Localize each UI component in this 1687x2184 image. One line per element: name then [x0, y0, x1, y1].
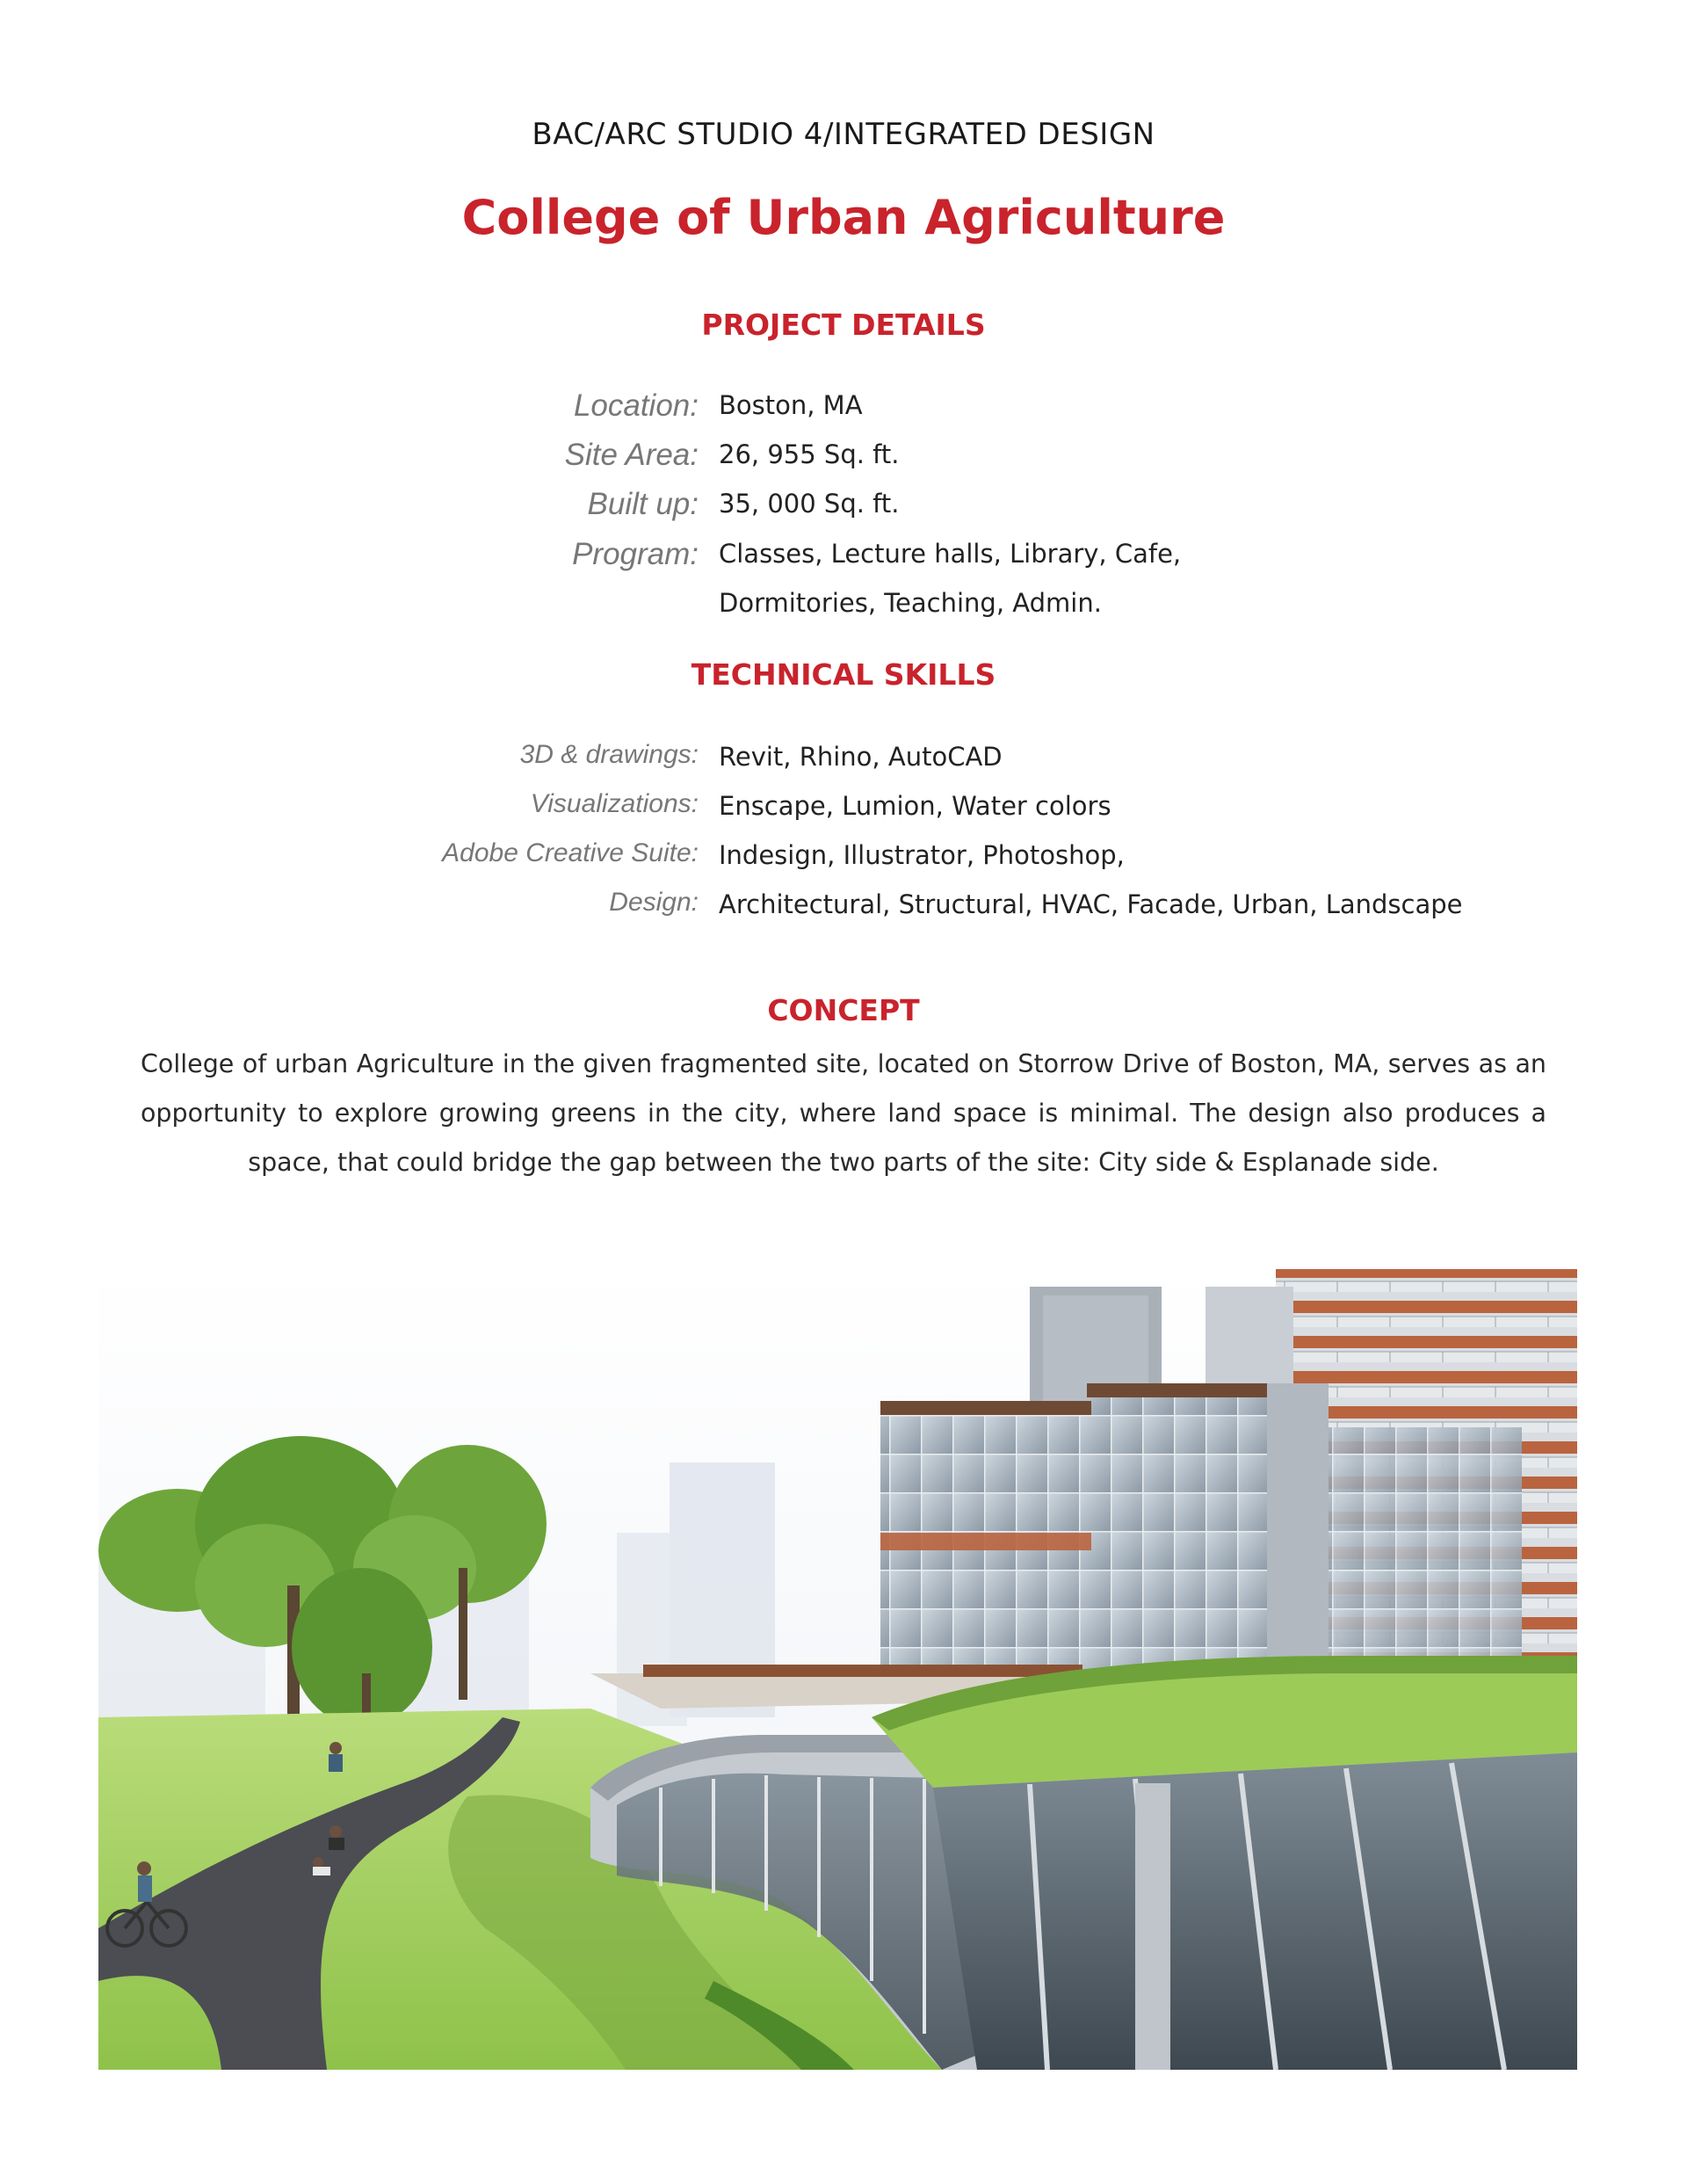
skill-value: Architectural, Structural, HVAC, Facade, Urban, Landscape	[719, 889, 1463, 919]
detail-label: Location:	[573, 388, 699, 423]
skill-label: Adobe Creative Suite:	[442, 838, 699, 867]
skill-label: 3D & drawings:	[519, 740, 699, 769]
skill-value: Revit, Rhino, AutoCAD	[719, 742, 1003, 772]
detail-value: Classes, Lecture halls, Library, Cafe,	[719, 539, 1182, 569]
skill-label: Visualizations:	[530, 789, 699, 818]
concept-heading: CONCEPT	[767, 993, 920, 1027]
detail-value: Boston, MA	[719, 390, 863, 420]
detail-row-built-up	[0, 487, 1687, 531]
concept-paragraph: College of urban Agriculture in the given fragmented site, located on Storrow Drive of Boston, MA, serves as an opportunity to explore growing greens in the city, where land space is minimal. The design also produces a space, that could bridge the gap between the two parts of the site: City side & Esplanade side.	[141, 1049, 1546, 1177]
skill-value: Indesign, Illustrator, Photoshop,	[719, 840, 1125, 870]
detail-label: Program:	[572, 537, 699, 571]
detail-row-site-area	[0, 438, 1687, 482]
detail-value: 35, 000 Sq. ft.	[719, 489, 900, 519]
architectural-render	[98, 1260, 1577, 2070]
detail-value: Dormitories, Teaching, Admin.	[719, 588, 1102, 618]
detail-label: Built up:	[587, 487, 699, 521]
skill-value: Enscape, Lumion, Water colors	[719, 791, 1111, 821]
page-title: College of Urban Agriculture	[461, 190, 1226, 245]
studio-subtitle: BAC/ARC STUDIO 4/INTEGRATED DESIGN	[532, 117, 1155, 152]
skill-row-visualizations	[0, 789, 1687, 833]
skill-row-design	[0, 888, 1687, 932]
skill-label: Design:	[609, 888, 699, 917]
skill-row-adobe	[0, 838, 1687, 882]
skill-row-3d	[0, 740, 1687, 784]
detail-row-location	[0, 388, 1687, 432]
detail-row-program	[0, 537, 1687, 581]
detail-row-program-cont	[0, 586, 1687, 630]
project-details-heading: PROJECT DETAILS	[701, 308, 986, 342]
technical-skills-heading: TECHNICAL SKILLS	[691, 657, 996, 692]
detail-label: Site Area:	[564, 438, 699, 472]
detail-value: 26, 955 Sq. ft.	[719, 439, 900, 469]
